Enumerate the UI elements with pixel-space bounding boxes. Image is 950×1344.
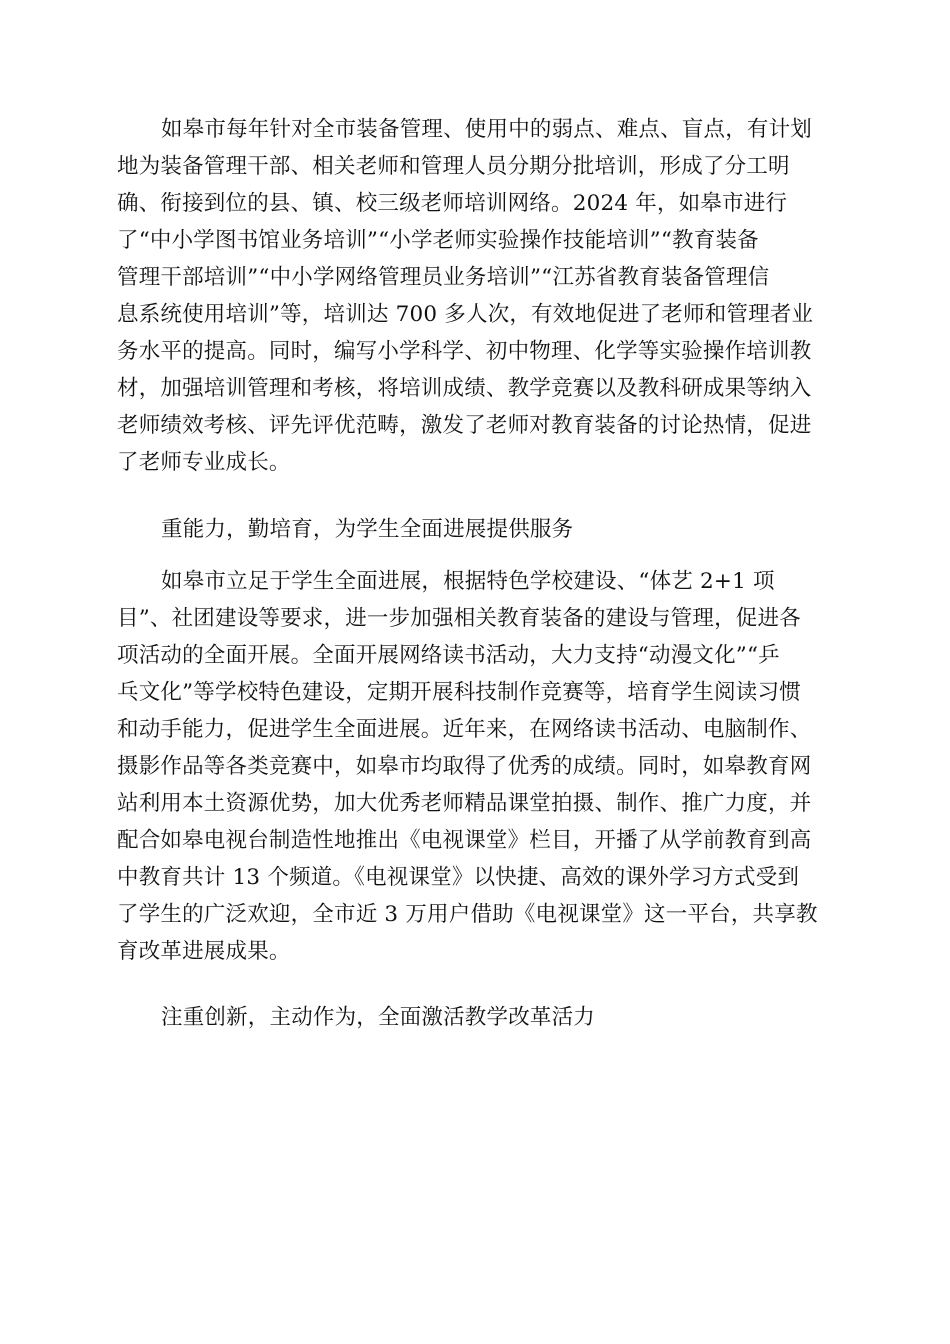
text-line: 了老师专业成长。	[117, 450, 291, 475]
text-line: 乓文化”等学校特色建设，定期开展科技制作竞赛等，培育学生阅读习惯	[117, 680, 801, 705]
text-line: 育改革进展成果。	[117, 939, 291, 964]
text-line: 息系统使用培训”等，培训达 700 多人次，有效地促进了老师和管理者业	[117, 302, 814, 327]
section-heading-innovation	[117, 999, 837, 1036]
text-line: 了“中小学图书馆业务培训”“小学老师实验操作技能培训”“教育装备	[117, 228, 759, 253]
section-heading-ability	[117, 511, 837, 548]
section-heading: 注重创新，主动作为，全面激活教学改革活力	[161, 1005, 596, 1030]
text-line: 目”、社团建设等要求，进一步加强相关教育装备的建设与管理，促进各	[117, 606, 801, 631]
section-heading: 重能力，勤培育，为学生全面进展提供服务	[161, 517, 574, 542]
text-line: 务水平的提高。同时，编写小学科学、初中物理、化学等实验操作培训教	[117, 339, 812, 364]
paragraph-student-development	[117, 563, 837, 970]
text-line: 配合如皋电视台制造性地推出《电视课堂》栏目，开播了从学前教育到高	[117, 828, 812, 853]
text-line: 了学生的广泛欢迎，全市近 3 万用户借助《电视课堂》这一平台，共享教	[117, 902, 818, 927]
text-line: 材，加强培训管理和考核，将培训成绩、教学竞赛以及教科研成果等纳入	[117, 376, 812, 401]
text-line: 地为装备管理干部、相关老师和管理人员分期分批培训，形成了分工明	[117, 154, 790, 179]
text-line: 如皋市立足于学生全面进展，根据特色学校建设、“体艺 2+1 项	[161, 569, 775, 594]
text-line: 确、衔接到位的县、镇、校三级老师培训网络。2024 年，如皋市进行	[117, 191, 788, 216]
text-line: 老师绩效考核、评先评优范畴，激发了老师对教育装备的讨论热情，促进	[117, 413, 812, 438]
text-line: 如皋市每年针对全市装备管理、使用中的弱点、难点、盲点，有计划	[161, 117, 813, 142]
text-line: 项活动的全面开展。全面开展网络读书活动，大力支持“动漫文化”“乒	[117, 643, 780, 668]
text-line: 站利用本土资源优势，加大优秀老师精品课堂拍摄、制作、推广力度，并	[117, 791, 812, 816]
paragraph-training	[117, 111, 837, 481]
text-line: 摄影作品等各类竞赛中，如皋市均取得了优秀的成绩。同时，如皋教育网	[117, 754, 812, 779]
text-line: 中教育共计 13 个频道。《电视课堂》以快捷、高效的课外学习方式受到	[117, 865, 800, 890]
text-line: 和动手能力，促进学生全面进展。近年来，在网络读书活动、电脑制作、	[117, 717, 812, 742]
text-line: 管理干部培训”“中小学网络管理员业务培训”“江苏省教育装备管理信	[117, 265, 770, 290]
